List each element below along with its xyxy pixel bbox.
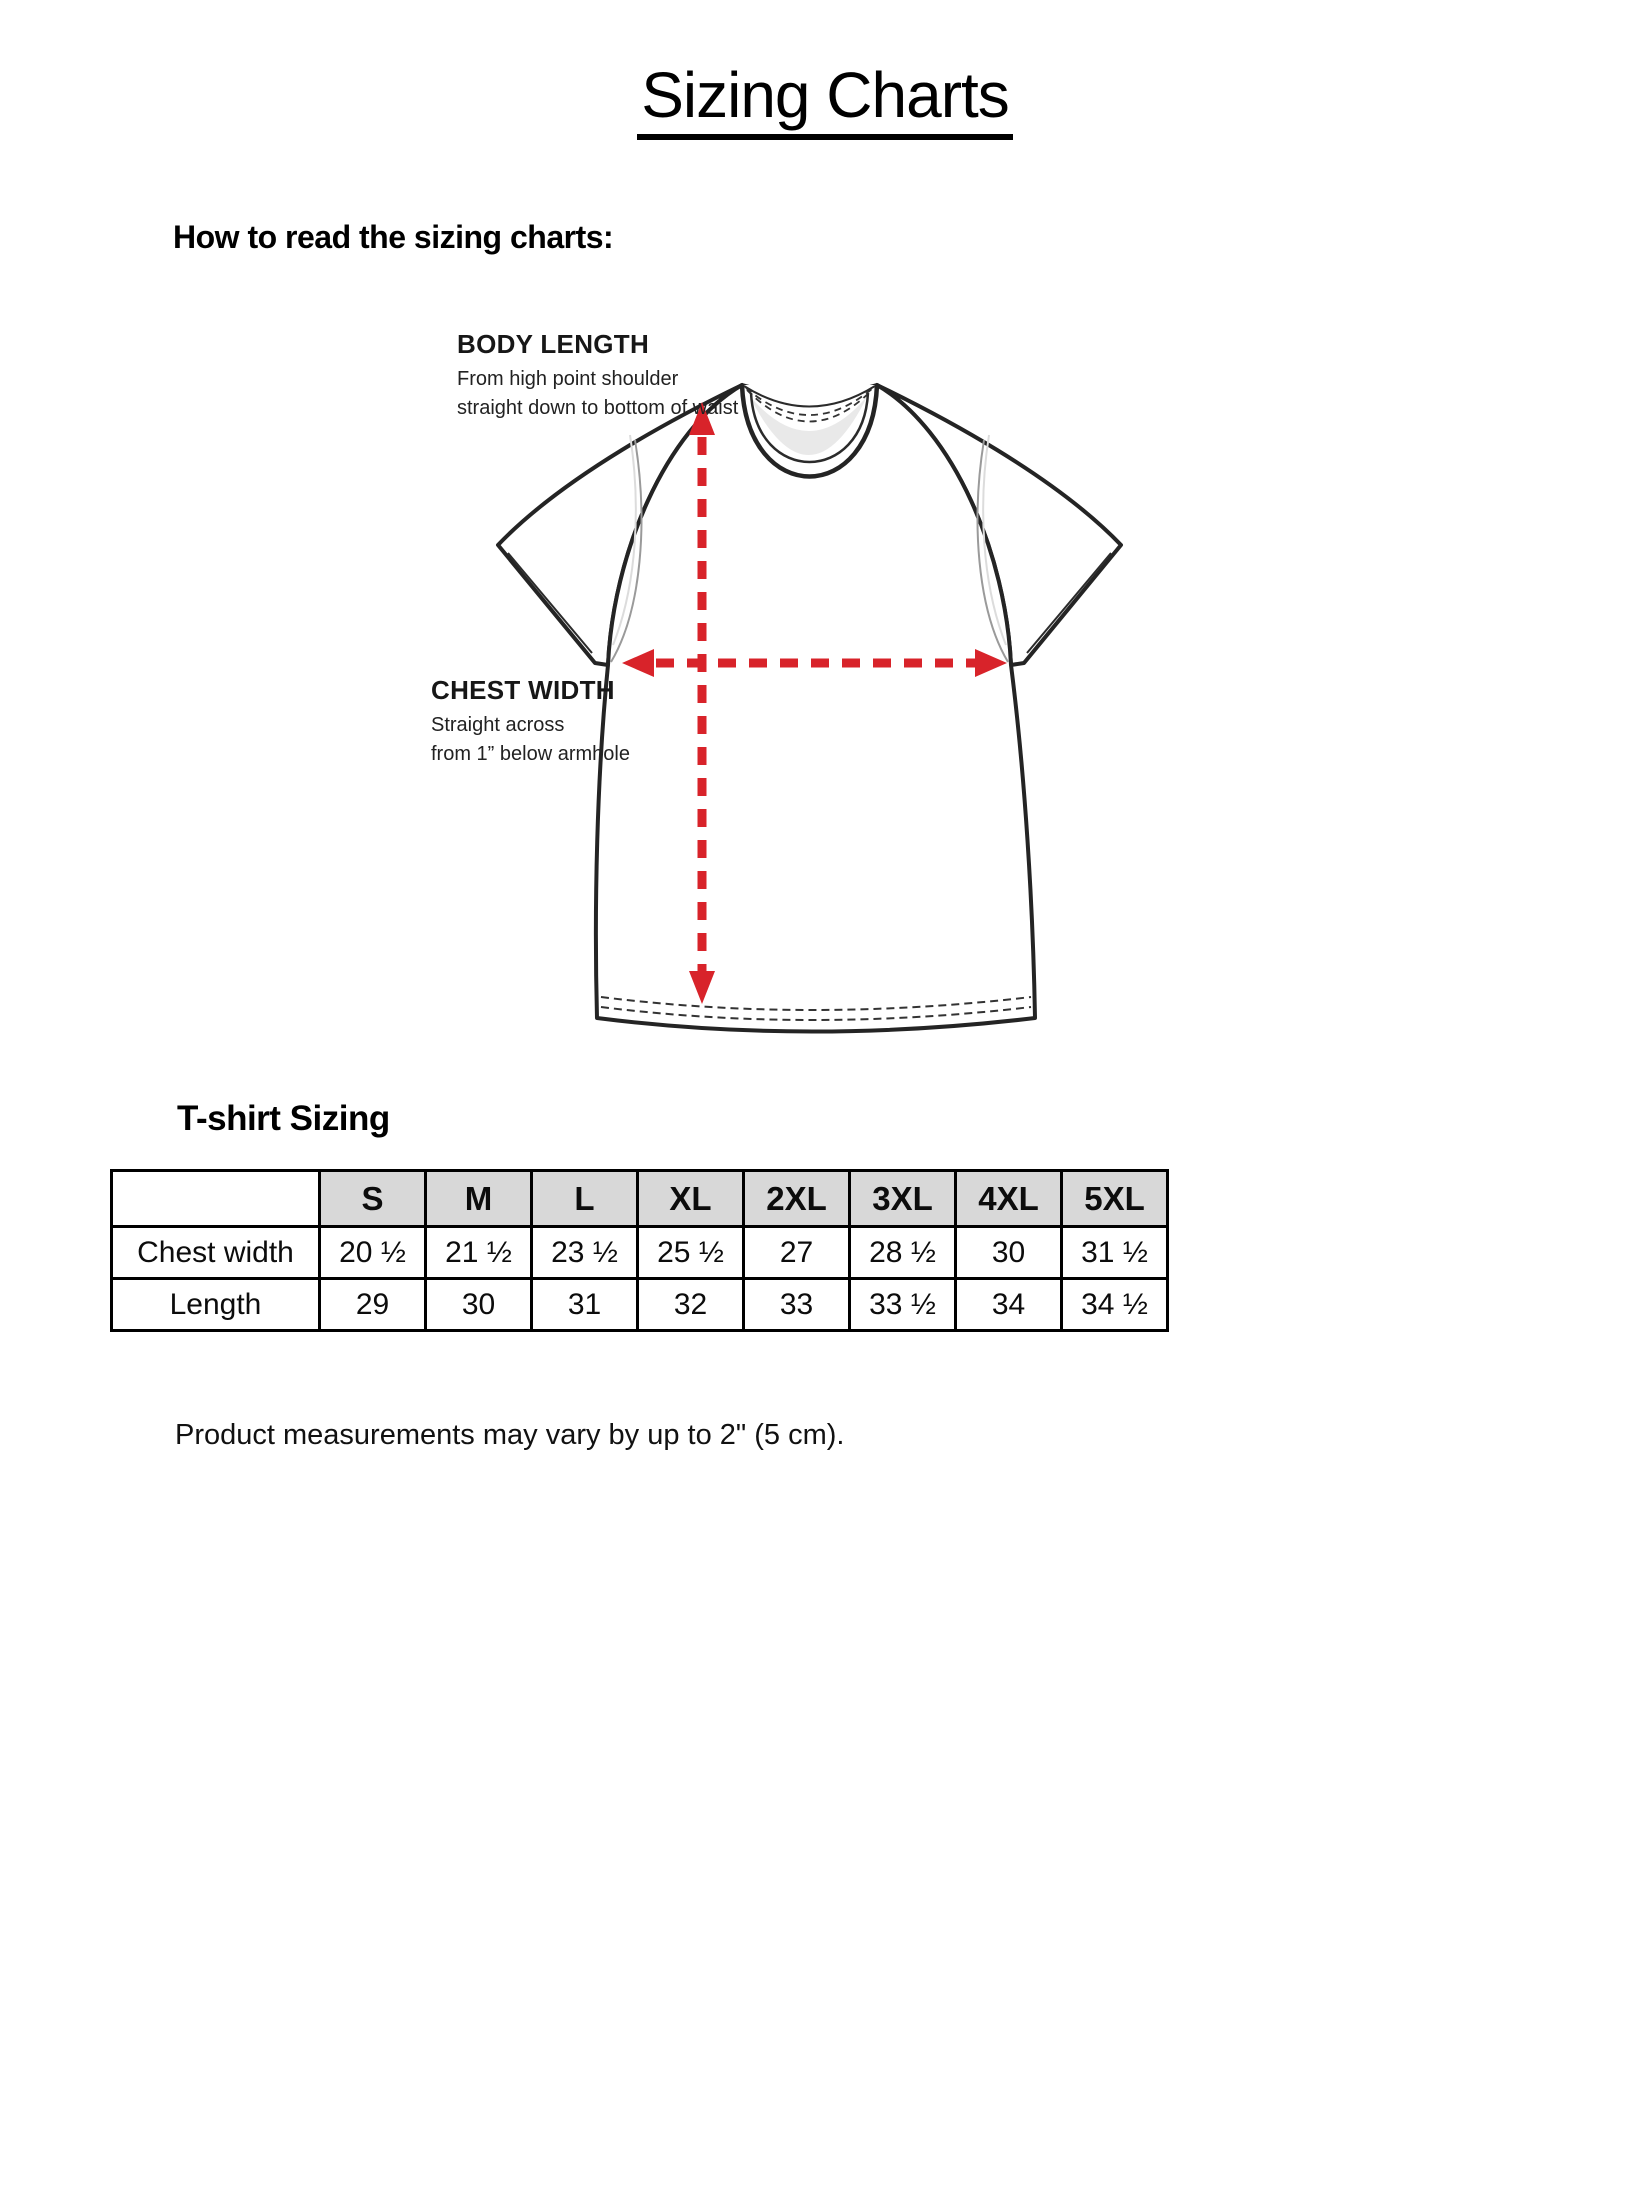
size-header-xl: XL	[638, 1171, 744, 1227]
size-header-l: L	[532, 1171, 638, 1227]
table-row-length	[112, 1279, 1168, 1331]
length-3xl: 33 ½	[850, 1279, 956, 1331]
chest-width-s: 20 ½	[320, 1227, 426, 1279]
body-length-desc-line1: From high point shoulder	[457, 368, 679, 390]
size-header-4xl: 4XL	[956, 1171, 1062, 1227]
table-row-chest-width	[112, 1227, 1168, 1279]
chest-width-xl: 25 ½	[638, 1227, 744, 1279]
length-2xl: 33	[744, 1279, 850, 1331]
tshirt-measurement-diagram	[345, 255, 1195, 1055]
table-header-row	[112, 1171, 1168, 1227]
chest-width-l: 23 ½	[532, 1227, 638, 1279]
chest-width-3xl: 28 ½	[850, 1227, 956, 1279]
size-header-2xl: 2XL	[744, 1171, 850, 1227]
size-header-m: M	[426, 1171, 532, 1227]
table-corner-cell	[112, 1171, 320, 1227]
chest-width-5xl: 31 ½	[1062, 1227, 1168, 1279]
length-xl: 32	[638, 1279, 744, 1331]
chest-width-m: 21 ½	[426, 1227, 532, 1279]
body-length-title: BODY LENGTH	[457, 329, 650, 359]
page-title	[0, 59, 1650, 140]
size-header-5xl: 5XL	[1062, 1171, 1168, 1227]
body-length-desc-line2: straight down to bottom of waist	[457, 397, 739, 419]
how-to-heading: How to read the sizing charts:	[173, 219, 614, 255]
chest-width-title: CHEST WIDTH	[431, 675, 615, 705]
body-length-label	[457, 329, 738, 423]
length-s: 29	[320, 1279, 426, 1331]
chest-width-desc-line2: from 1” below armhole	[431, 743, 630, 765]
page-title-text: Sizing Charts	[637, 62, 1013, 140]
measurement-note: Product measurements may vary by up to 2" (5 cm).	[175, 1419, 845, 1451]
chest-width-label	[431, 675, 630, 769]
chest-width-4xl: 30	[956, 1227, 1062, 1279]
chest-width-2xl: 27	[744, 1227, 850, 1279]
sizing-table	[110, 1169, 1169, 1332]
row-label-length: Length	[112, 1279, 320, 1331]
length-4xl: 34	[956, 1279, 1062, 1331]
row-label-chest-width: Chest width	[112, 1227, 320, 1279]
length-5xl: 34 ½	[1062, 1279, 1168, 1331]
size-header-3xl: 3XL	[850, 1171, 956, 1227]
tshirt-sizing-heading: T-shirt Sizing	[177, 1099, 390, 1138]
length-m: 30	[426, 1279, 532, 1331]
length-l: 31	[532, 1279, 638, 1331]
size-header-s: S	[320, 1171, 426, 1227]
chest-width-desc-line1: Straight across	[431, 714, 565, 736]
